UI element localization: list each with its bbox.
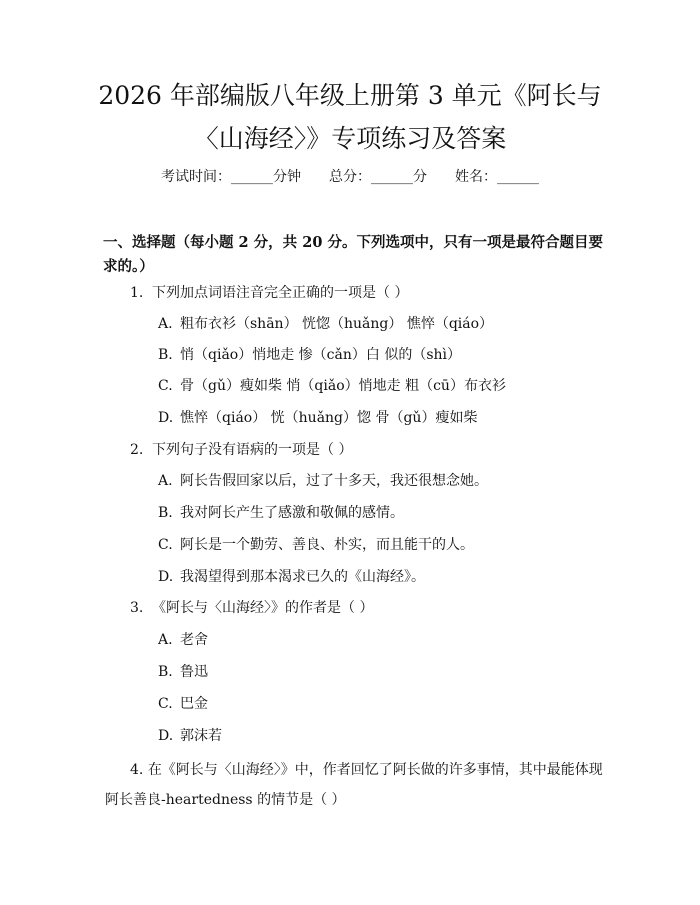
q3-option-a (158, 630, 208, 650)
option-text: 我对阿长产生了感激和敬佩的感情。 (180, 505, 404, 521)
q2-option-d (158, 567, 425, 587)
question-3 (130, 598, 373, 618)
exam-time: 考试时间：______分钟 (161, 169, 301, 185)
question-number: 3. (130, 600, 144, 616)
question-stem: 在《阿长与〈山海经〉》中，作者回忆了阿长做的许多事情，其中最能体现阿长善良-heartedness 的情节是（ ） (105, 762, 603, 808)
q1-option-d (158, 408, 477, 428)
option-text: 粗布衣衫（shān） 恍惚（huǎng） 憔悴（qiáo） (180, 316, 494, 332)
option-text: 阿长是一个勤劳、善良、朴实，而且能干的人。 (180, 537, 474, 553)
option-label: C. (158, 378, 173, 394)
option-text: 阿长告假回家以后，过了十多天，我还很想念她。 (180, 473, 488, 489)
question-2 (130, 440, 352, 460)
question-number: 1. (130, 285, 144, 301)
q2-option-a (158, 471, 488, 491)
option-text: 鲁迅 (180, 664, 208, 680)
question-number: 4. (130, 762, 148, 778)
q3-option-c (158, 694, 208, 714)
option-text: 我渴望得到那本渴求已久的《山海经》。 (180, 569, 425, 585)
question-number: 2. (130, 442, 144, 458)
option-text: 悄（qiǎo）悄地走 惨（cǎn）白 似的（shì） (180, 347, 461, 363)
option-label: D. (158, 569, 174, 585)
option-text: 憔悴（qiáo） 恍（huǎng）惚 骨（gǔ）瘦如柴 (180, 410, 478, 426)
question-4 (105, 755, 605, 815)
option-text: 骨（gǔ）瘦如柴 悄（qiǎo）悄地走 粗（cū）布衣衫 (180, 378, 506, 394)
exam-name: 姓名：______ (455, 169, 539, 185)
option-label: D. (158, 410, 174, 426)
option-label: A. (158, 316, 173, 332)
exam-score: 总分：______分 (329, 169, 427, 185)
option-label: B. (158, 664, 173, 680)
section-heading: 一、选择题（每小题 2 分，共 20 分。下列选项中，只有一项是最符合题目要求的。） (103, 234, 603, 275)
option-label: C. (158, 537, 173, 553)
q2-option-c (158, 535, 474, 555)
question-stem: 下列句子没有语病的一项是（ ） (152, 442, 353, 458)
exam-info (0, 167, 700, 187)
question-stem: 下列加点词语注音完全正确的一项是（ ） (152, 285, 409, 301)
option-label: D. (158, 728, 174, 744)
q3-option-d (158, 726, 222, 746)
question-1 (130, 283, 408, 303)
document-title-line-2: 〈山海经〉》专项练习及答案 (193, 124, 507, 153)
option-text: 巴金 (180, 696, 208, 712)
option-label: A. (158, 632, 173, 648)
q3-option-b (158, 662, 208, 682)
option-label: B. (158, 347, 173, 363)
option-label: A. (158, 473, 173, 489)
q1-option-c (158, 376, 506, 396)
q1-option-a (158, 314, 493, 334)
q2-option-b (158, 503, 404, 523)
option-label: B. (158, 505, 173, 521)
q1-option-b (158, 345, 461, 365)
option-text: 老舍 (180, 632, 208, 648)
option-label: C. (158, 696, 173, 712)
option-text: 郭沫若 (180, 728, 222, 744)
question-stem: 《阿长与〈山海经〉》的作者是（ ） (152, 600, 374, 616)
document-title-line-1: 2026 年部编版八年级上册第 3 单元《阿长与 (98, 81, 602, 110)
